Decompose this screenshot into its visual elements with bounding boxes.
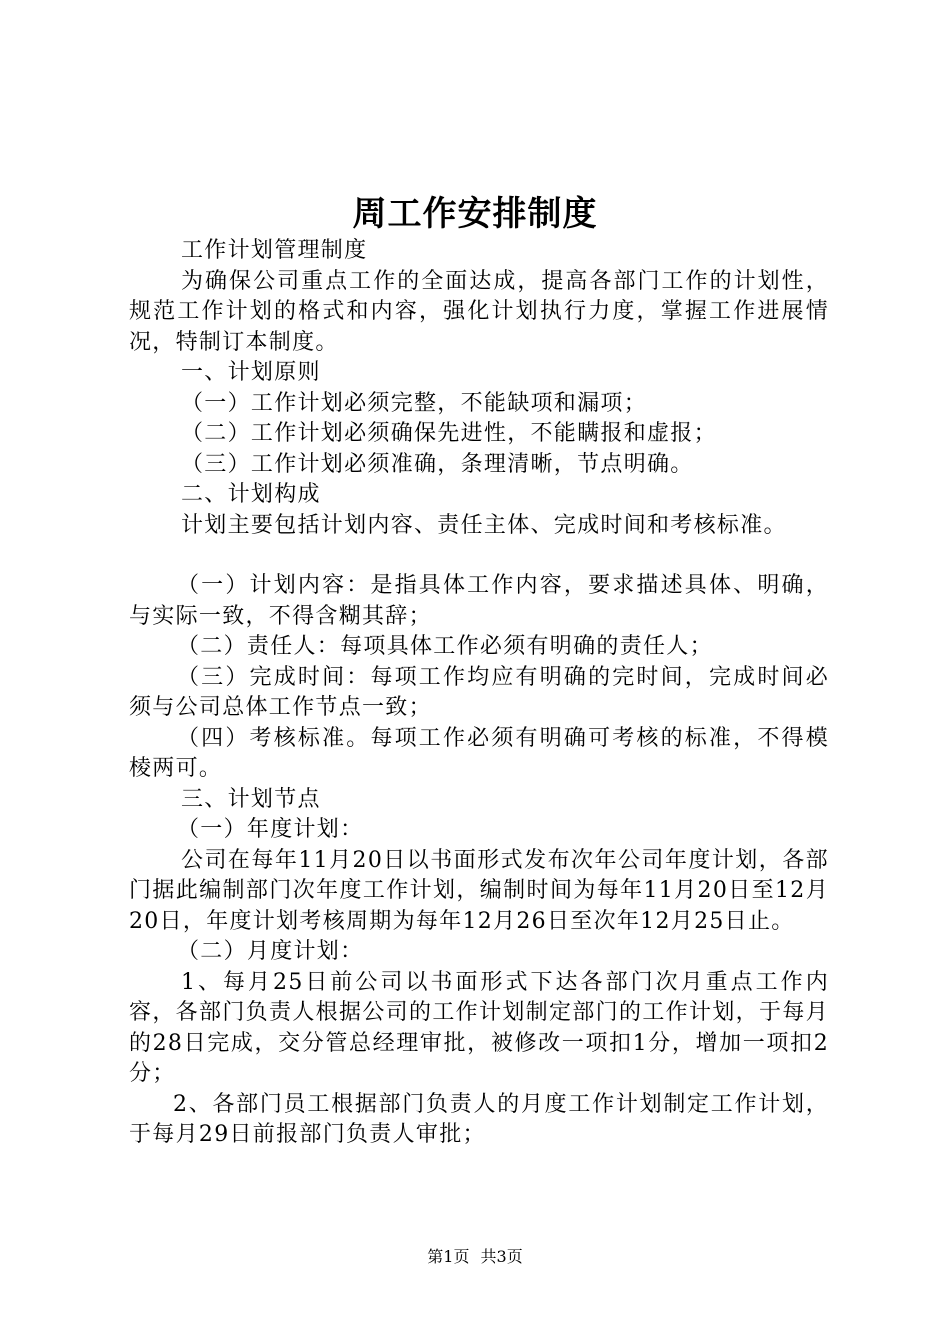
paragraph-principle-2: （二）工作计划必须确保先进性，不能瞒报和虚报；: [181, 421, 717, 446]
section-heading-principles: 一、计划原则: [181, 360, 321, 385]
paragraph-principle-3: （三）工作计划必须准确，条理清晰，节点明确。: [181, 451, 694, 477]
paragraph-annual-plan: 公司在每年11月20日以书面形式发布次年公司年度计划，各部门据此编制部门次年度工作计划，编制时间为每年11月20日至12月20日，年度计划考核周期为每年12月26日至次年12月25日止。: [129, 847, 829, 934]
page-footer: [0, 1244, 950, 1267]
paragraph-monthly-plan-heading: （二）月度计划：: [177, 939, 364, 964]
page-number: 第1页: [427, 1247, 470, 1266]
paragraph-composition-2: （二）责任人：每项具体工作必须有明确的责任人；: [177, 634, 713, 659]
paragraph-annual-plan-heading: （一）年度计划：: [177, 817, 364, 842]
section-heading-composition: 二、计划构成: [181, 482, 321, 507]
paragraph-composition: 计划主要包括计划内容、责任主体、完成时间和考核标准。: [181, 512, 787, 538]
paragraph-monthly-plan-2: 2、各部门员工根据部门负责人的月度工作计划制定工作计划，于每月29日前报部门负责人审批；: [129, 1091, 829, 1147]
paragraph-intro: 为确保公司重点工作的全面达成，提高各部门工作的计划性，规范工作计划的格式和内容，强化计划执行力度，掌握工作进展情况，特制订本制度。: [129, 268, 829, 355]
paragraph-monthly-plan-1: 1、每月25日前公司以书面形式下达各部门次月重点工作内容，各部门负责人根据公司的工作计划制定部门的工作计划，于每月的28日完成，交分管总经理审批，被修改一项扣1分，增加一项扣2分；: [129, 969, 829, 1086]
document-body: [129, 236, 829, 1151]
section-heading-milestones: 三、计划节点: [181, 786, 321, 812]
paragraph-composition-4: （四）考核标准。每项工作必须有明确可考核的标准，不得模棱两可。: [129, 725, 829, 781]
paragraph-composition-3: （三）完成时间：每项工作均应有明确的完时间，完成时间必须与公司总体工作节点一致；: [129, 664, 829, 720]
paragraph-subtitle: 工作计划管理制度: [181, 238, 368, 263]
paragraph-composition-1: （一）计划内容：是指具体工作内容，要求描述具体、明确，与实际一致，不得含糊其辞；: [129, 573, 829, 629]
blank-line: [129, 541, 829, 571]
page-total: 共3页: [480, 1247, 523, 1266]
paragraph-principle-1: （一）工作计划必须完整，不能缺项和漏项；: [181, 390, 648, 416]
document-title: 周工作安排制度: [352, 194, 598, 234]
